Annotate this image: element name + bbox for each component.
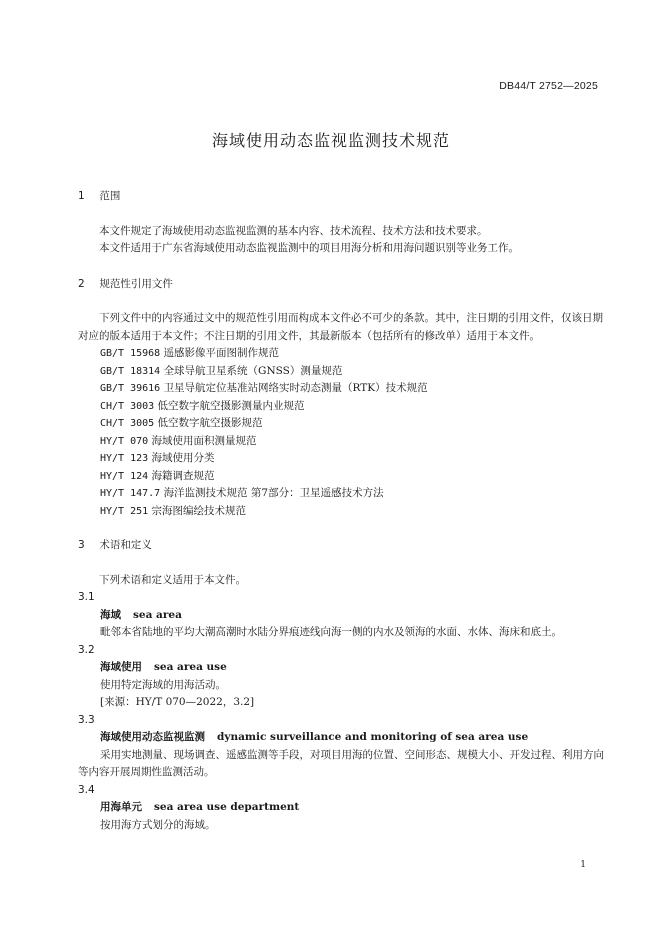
reference-code: HY/T 147.7 (100, 488, 161, 499)
term-english: sea area use department (154, 801, 300, 813)
reference-code: CH/T 3005 (100, 418, 155, 429)
scope-paragraph: 本文件规定了海域使用动态监视监测的基本内容、技术流程、技术方法和技术要求。 (99, 224, 488, 237)
term-heading (78, 729, 608, 747)
term-english: sea area (133, 608, 182, 621)
reference-title: 卫星导航定位基准站网络实时动态测量（RTK）技术规范 (163, 382, 428, 394)
reference-item (100, 363, 608, 381)
reference-item (100, 485, 608, 503)
term-english: dynamic surveillance and monitoring of sea area use (217, 731, 529, 743)
term-chinese: 海域 (100, 608, 121, 621)
term-number: 3.1 (78, 591, 95, 603)
reference-item (100, 503, 608, 521)
term-list (78, 589, 608, 834)
section-number: 1 (78, 190, 85, 202)
section-heading-scope (78, 188, 608, 206)
term-chinese: 用海单元 (100, 801, 142, 813)
reference-code: GB/T 15968 (100, 348, 161, 359)
reference-title: 海域使用面积测量规范 (151, 434, 257, 447)
reference-code: GB/T 18314 (100, 365, 161, 377)
reference-title: 海洋监测技术规范 第7部分：卫星遥感技术方法 (163, 487, 384, 499)
term-english: sea area use (154, 661, 227, 673)
section-heading-terms (78, 537, 608, 555)
document-id: DB44/T 2752—2025 (499, 80, 598, 92)
section-number: 3 (78, 539, 85, 551)
reference-code: HY/T 124 (100, 470, 149, 482)
term-number: 3.3 (78, 713, 95, 726)
term-chinese: 海域使用动态监视监测 (100, 731, 205, 743)
term-entry (78, 589, 608, 642)
term-entry (78, 642, 608, 712)
term-source: [来源：HY/T 070—2022，3.2] (100, 696, 255, 708)
refs-intro-paragraph: 下列文件中的内容通过文中的规范性引用而构成本文件必不可少的条款。其中，注日期的引用文件，仅该日期对应的版本适用于本文件；不注日期的引用文件，其最新版本（包括所有的修改单）适用于本文件。 (78, 312, 603, 342)
page-number: 1 (580, 860, 586, 870)
reference-item (100, 415, 608, 433)
term-chinese: 海域使用 (100, 661, 142, 673)
term-entry (78, 782, 608, 835)
reference-item (100, 468, 608, 486)
section-number: 2 (78, 277, 85, 290)
reference-title: 宗海图编绘技术规范 (151, 504, 247, 517)
term-definition: 采用实地测量、现场调查、遥感监测等手段，对项目用海的位置、空间形态、规模大小、开发过程、利用方向等内容开展周期性监测活动。 (78, 748, 604, 778)
term-entry (78, 712, 608, 782)
reference-title: 低空数字航空摄影测量内业规范 (157, 399, 305, 412)
reference-code: HY/T 070 (100, 435, 149, 447)
reference-code: CH/T 3003 (100, 400, 155, 412)
reference-title: 全球导航卫星系统（GNSS）测量规范 (163, 364, 343, 377)
reference-list (78, 345, 608, 520)
reference-item (100, 398, 608, 416)
term-definition: 按用海方式划分的海域。 (100, 818, 216, 831)
term-definition: 毗邻本省陆地的平均大潮高潮时水陆分界痕迹线向海一侧的内水及领海的水面、水体、海床和底土。 (100, 626, 562, 638)
document-title: 海域使用动态监视监测技术规范 (211, 131, 450, 150)
reference-title: 遥感影像平面图制作规范 (163, 347, 280, 359)
reference-item (100, 380, 608, 398)
scope-paragraph: 本文件适用于广东省海域使用动态监视监测中的项目用海分析和用海问题识别等业务工作。 (99, 242, 519, 254)
term-number: 3.4 (78, 783, 95, 796)
reference-code: GB/T 39616 (100, 383, 161, 394)
section-heading-refs (78, 276, 608, 294)
term-heading (78, 799, 608, 817)
reference-item (100, 450, 608, 468)
reference-code: HY/T 251 (100, 505, 149, 517)
terms-intro-paragraph: 下列术语和定义适用于本文件。 (99, 573, 246, 586)
term-heading (78, 659, 608, 677)
reference-item (100, 345, 608, 363)
section-title: 范围 (99, 190, 121, 202)
term-number: 3.2 (78, 643, 95, 656)
reference-title: 低空数字航空摄影规范 (157, 417, 263, 429)
term-definition: 使用特定海域的用海活动。 (100, 678, 226, 691)
reference-title: 海籍调查规范 (151, 469, 215, 482)
section-title: 规范性引用文件 (99, 277, 173, 290)
term-heading (78, 607, 608, 625)
document-body (78, 188, 608, 834)
reference-title: 海域使用分类 (151, 452, 215, 464)
reference-item (100, 433, 608, 451)
section-title: 术语和定义 (99, 539, 152, 551)
reference-code: HY/T 123 (100, 453, 149, 464)
